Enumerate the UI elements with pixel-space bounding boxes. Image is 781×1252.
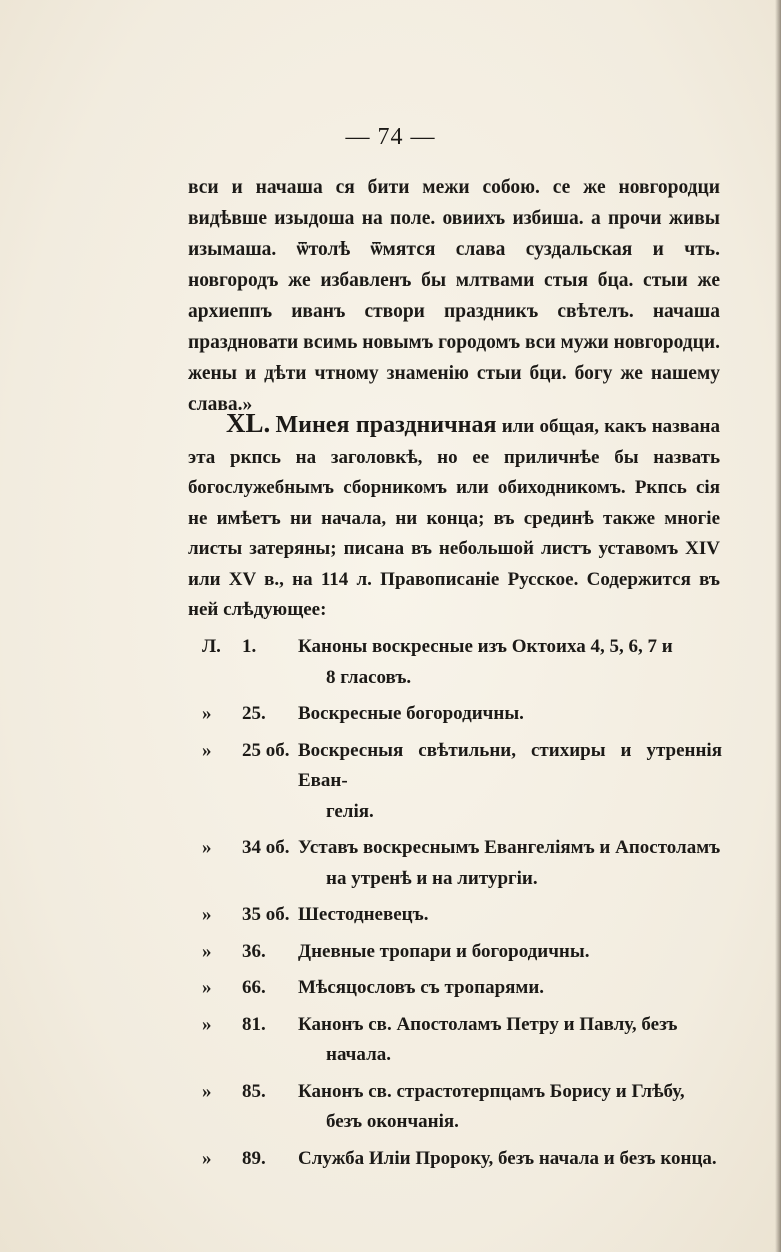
entry-description — [298, 1077, 722, 1138]
list-item — [192, 736, 722, 828]
entry-description — [298, 632, 722, 693]
entry-leaf: 25. — [242, 703, 266, 724]
entry-text: Дневные тропари и богородичны. — [298, 940, 590, 962]
entry-prefix: » — [202, 837, 212, 858]
entry-description — [298, 937, 722, 968]
list-item — [192, 1077, 722, 1138]
entry-ref — [192, 1077, 298, 1138]
section-text: или общая, какъ названа эта ркпсь на заголовкѣ, но ее приличнѣе бы назвать богослужебнымъ сборникомъ или обиходникомъ. Ркпсь сія не имѣетъ ни начала, ни конца; въ срединѣ также многіе листы затеряны; писана въ небольшой листъ уставомъ XIV или XV в., на 114 л. Правописаніе Русское. Содержится въ ней слѣдующее: — [188, 416, 720, 620]
entry-prefix: » — [202, 703, 212, 724]
list-item — [192, 900, 722, 931]
section-number: XL. — [226, 408, 271, 438]
entry-description — [298, 900, 722, 931]
list-item — [192, 833, 722, 894]
entry-text: Воскресныя свѣтильни, стихиры и утреннія Еван- — [298, 739, 722, 791]
entry-text: Канонъ св. Апостоламъ Петру и Павлу, безъ — [298, 1013, 678, 1035]
entry-text: Уставъ воскреснымъ Евангеліямъ и Апостоламъ — [298, 837, 721, 858]
entry-ref — [192, 736, 298, 828]
entry-leaf: 85. — [242, 1080, 266, 1102]
entry-description — [298, 699, 722, 730]
entry-prefix: » — [202, 1013, 212, 1035]
entry-prefix: Л. — [202, 636, 221, 657]
list-item — [192, 973, 722, 1004]
entry-leaf: 81. — [242, 1013, 266, 1035]
entry-ref — [192, 1144, 298, 1175]
entry-prefix: » — [202, 739, 212, 761]
entry-text: Служба Иліи Пророку, безъ начала и безъ конца. — [298, 1147, 717, 1169]
entry-continuation: гелія. — [326, 800, 374, 822]
entry-leaf: 66. — [242, 977, 266, 998]
entry-text: Мѣсяцословъ съ тропарями. — [298, 977, 545, 998]
list-item — [192, 632, 722, 693]
page-edge-shadow — [775, 0, 781, 1252]
chronicle-quote-paragraph: вси и начаша ся бити межи собою. се же новгородци видѣвше изыдоша на поле. овиихъ избиша. а прочи живы изымаша. ѿтолѣ ѿмятся слава суздальская и чть. новгородъ же избавленъ бы млтвами стыя бца. стыи же архиеппъ иванъ створи праздникъ свѣтелъ. начаша праздновати всимь новымъ городомъ вси мужи новгородци. жены и дѣти чтному знаменію стыи бци. богу же нашему слава.» — [188, 177, 720, 415]
entry-ref — [192, 632, 298, 693]
entry-leaf: 25 об. — [242, 739, 290, 761]
entry-leaf: 36. — [242, 940, 266, 962]
entry-leaf: 1. — [242, 636, 257, 657]
list-item — [192, 1144, 722, 1175]
entry-prefix: » — [202, 977, 212, 998]
entry-description — [298, 833, 722, 894]
list-item — [192, 937, 722, 968]
entry-continuation: начала. — [326, 1044, 391, 1065]
entry-continuation: на утренѣ и на литургіи. — [326, 867, 538, 889]
entry-ref — [192, 1010, 298, 1071]
entry-leaf: 34 об. — [242, 837, 290, 858]
list-item — [192, 1010, 722, 1071]
entry-description — [298, 736, 722, 828]
entry-ref — [192, 973, 298, 1004]
entry-prefix: » — [202, 904, 212, 925]
entry-description — [298, 973, 722, 1004]
entry-prefix: » — [202, 1147, 212, 1169]
entry-prefix: » — [202, 940, 212, 962]
page-number: — 74 — — [345, 124, 436, 150]
section-title: Минея праздничная — [275, 412, 497, 438]
entry-ref — [192, 833, 298, 894]
entry-ref — [192, 900, 298, 931]
entry-description — [298, 1144, 722, 1175]
entry-leaf: 89. — [242, 1147, 266, 1169]
entry-prefix: » — [202, 1080, 212, 1102]
entry-leaf: 35 об. — [242, 904, 290, 925]
entry-ref — [192, 937, 298, 968]
entry-text: Каноны воскресные изъ Октоиха 4, 5, 6, 7 и — [298, 636, 673, 657]
entry-text: Канонъ св. страстотерпцамъ Борису и Глѣбу, — [298, 1080, 685, 1102]
entry-continuation: безъ окончанія. — [326, 1111, 459, 1132]
list-item — [192, 699, 722, 730]
entry-text: Шестодневецъ. — [298, 904, 429, 925]
section-paragraph — [188, 408, 720, 626]
entry-ref — [192, 699, 298, 730]
entry-text: Воскресные богородичны. — [298, 703, 524, 724]
entry-description — [298, 1010, 722, 1071]
entry-continuation: 8 гласовъ. — [326, 666, 412, 688]
contents-list — [192, 632, 722, 1180]
